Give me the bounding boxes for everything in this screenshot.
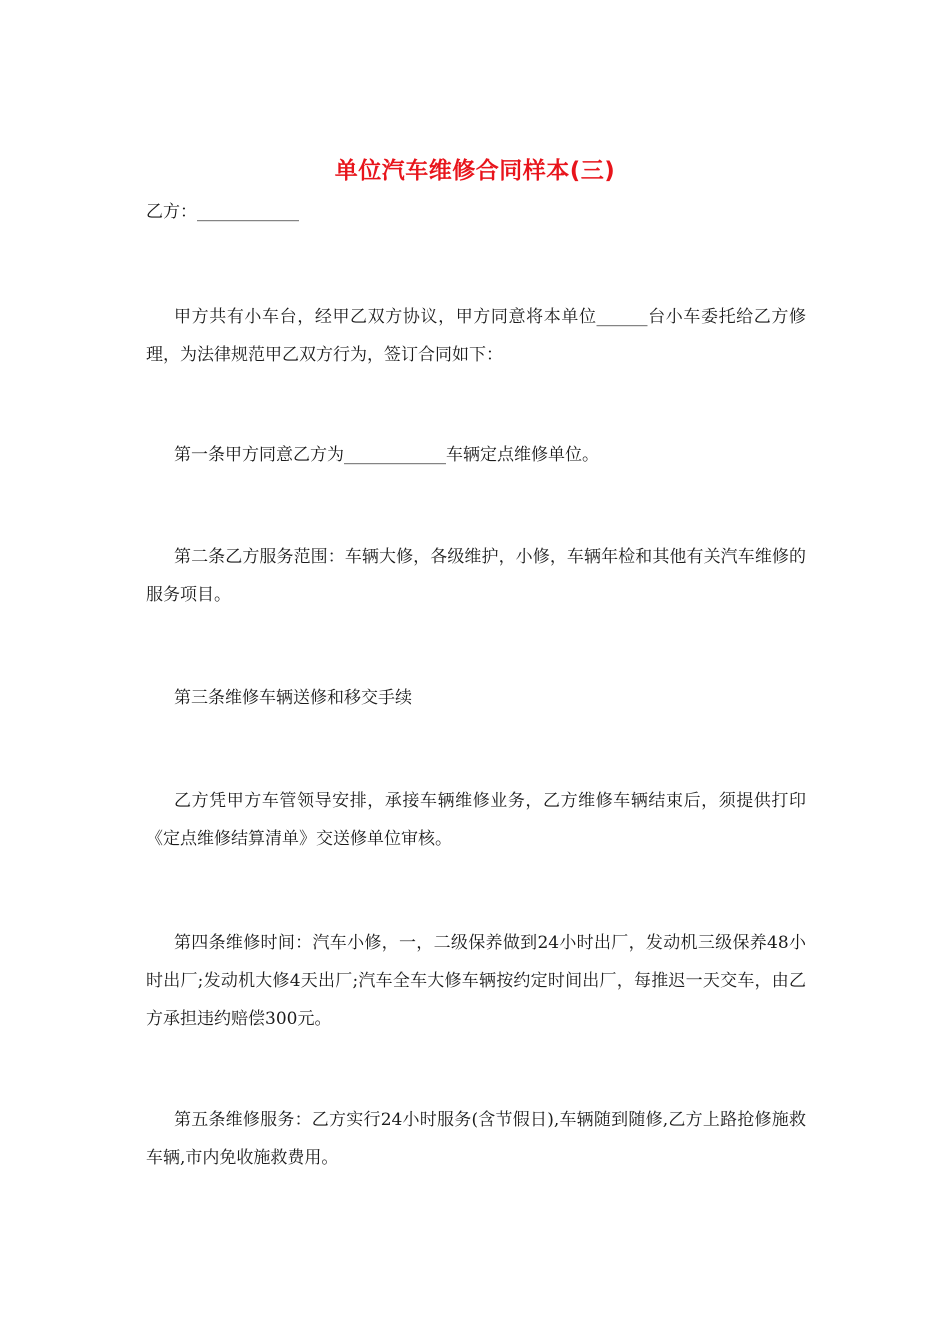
- document-title: 单位汽车维修合同样本(三): [334, 158, 616, 184]
- paragraph-article-2: 第二条乙方服务范围：车辆大修，各级维护，小修，车辆年检和其他有关汽车维修的服务项目。: [146, 547, 806, 605]
- paragraph-article-3: 第三条维修车辆送修和移交手续: [174, 688, 412, 708]
- party-b-line: 乙方：____________: [146, 202, 299, 222]
- paragraph-article-4: 第四条维修时间：汽车小修，一，二级保养做到24小时出厂，发动机三级保养48小时出厂;发动机大修4天出厂;汽车全车大修车辆按约定时间出厂，每推迟一天交车，由乙方承担违约赔偿300元。: [146, 933, 806, 1029]
- paragraph-article-5: 第五条维修服务：乙方实行24小时服务(含节假日),车辆随到随修,乙方上路抢修施救车辆,市内免收施救费用。: [146, 1110, 806, 1168]
- paragraph-article-1: 第一条甲方同意乙方为____________车辆定点维修单位。: [174, 445, 599, 465]
- paragraph-intro: 甲方共有小车台，经甲乙双方协议，甲方同意将本单位______台小车委托给乙方修理，为法律规范甲乙双方行为，签订合同如下：: [146, 307, 806, 365]
- paragraph-article-3-detail: 乙方凭甲方车管领导安排，承接车辆维修业务，乙方维修车辆结束后，须提供打印《定点维修结算清单》交送修单位审核。: [146, 791, 806, 849]
